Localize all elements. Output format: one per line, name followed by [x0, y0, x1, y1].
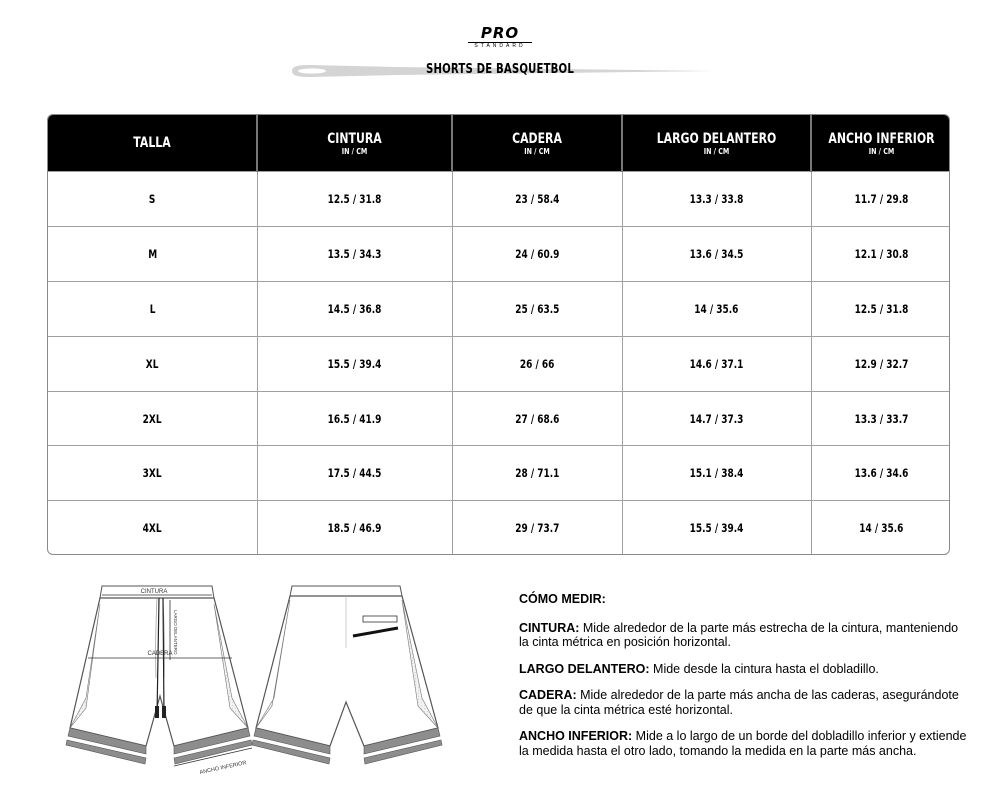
table-row	[48, 172, 950, 227]
guide-item-cintura	[519, 621, 969, 650]
logo-mark: PRO	[480, 24, 520, 42]
column-header-cintura	[257, 115, 452, 172]
column-header-unit: IN / CM	[524, 146, 550, 156]
cadera-cell: 27 / 68.6	[452, 391, 622, 446]
largo-cell: 14 / 35.6	[622, 281, 811, 336]
ancho-cell: 12.9 / 32.7	[811, 336, 950, 391]
guide-term: ANCHO INFERIOR:	[519, 729, 633, 743]
guide-text: Mide alrededor de la parte más estrecha de la cintura, manteniendo la cinta métrica en posición horizontal.	[519, 620, 959, 649]
guide-term: LARGO DELANTERO:	[519, 661, 650, 676]
largo-cell: 15.1 / 38.4	[622, 446, 811, 501]
table-header-row	[48, 115, 950, 172]
ancho-cell: 13.6 / 34.6	[811, 446, 950, 501]
column-header-label: CADERA	[512, 130, 562, 147]
measuring-guide	[519, 592, 969, 770]
largo-cell: 13.6 / 34.5	[622, 226, 811, 281]
guide-term: CINTURA:	[519, 620, 580, 635]
logo-subtext: STANDARD	[468, 42, 532, 50]
table-row	[48, 391, 950, 446]
cadera-cell: 26 / 66	[452, 336, 622, 391]
size-cell: L	[48, 281, 257, 336]
guide-term: CADERA:	[519, 688, 577, 702]
ancho-cell: 12.5 / 31.8	[811, 281, 950, 336]
brand-logo	[464, 26, 536, 52]
column-header-label: LARGO DELANTERO	[656, 130, 777, 147]
column-header-label: TALLA	[133, 135, 171, 151]
column-header-label: ANCHO INFERIOR	[828, 130, 935, 147]
cintura-cell: 16.5 / 41.9	[257, 391, 452, 446]
cadera-cell: 28 / 71.1	[452, 446, 622, 501]
table-row	[48, 446, 950, 501]
column-header-talla	[48, 115, 257, 172]
ancho-diagram-label: ANCHO INFERIOR	[199, 760, 248, 776]
cintura-cell: 15.5 / 39.4	[257, 336, 452, 391]
guide-item-cadera	[519, 688, 969, 717]
cintura-cell: 17.5 / 44.5	[257, 446, 452, 501]
cintura-cell: 14.5 / 36.8	[257, 281, 452, 336]
ancho-cell: 13.3 / 33.7	[811, 391, 950, 446]
ancho-cell: 11.7 / 29.8	[811, 172, 950, 227]
guide-heading: CÓMO MEDIR:	[519, 592, 606, 606]
size-cell: S	[48, 172, 257, 227]
largo-diagram-label: LARGO DELANTERO	[173, 610, 178, 655]
size-cell: 3XL	[48, 446, 257, 501]
cintura-diagram-label: CINTURA	[140, 589, 168, 595]
size-chart-table	[47, 114, 950, 555]
shorts-back-view	[252, 586, 442, 764]
largo-cell: 15.5 / 39.4	[622, 501, 811, 554]
largo-cell: 14.6 / 37.1	[622, 336, 811, 391]
size-cell: 2XL	[48, 391, 257, 446]
guide-text: Mide a lo largo de un borde del dobladillo inferior y extiende la medida hasta el otro lado, tomando la medida en la parte más ancha.	[519, 729, 967, 758]
ancho-cell: 14 / 35.6	[811, 501, 950, 554]
largo-cell: 13.3 / 33.8	[622, 172, 811, 227]
table-row	[48, 501, 950, 554]
shorts-front-view	[66, 586, 252, 776]
size-cell: M	[48, 226, 257, 281]
size-cell: 4XL	[48, 501, 257, 554]
guide-text: Mide alrededor de la parte más ancha de las caderas, asegurándote de que la cinta métrica esté horizontal.	[519, 688, 959, 717]
table-row	[48, 226, 950, 281]
largo-cell: 14.7 / 37.3	[622, 391, 811, 446]
cintura-cell: 13.5 / 34.3	[257, 226, 452, 281]
guide-text: Mide desde la cintura hasta el dobladillo.	[649, 661, 879, 676]
column-header-largo-delantero	[622, 115, 811, 172]
table-row	[48, 281, 950, 336]
column-header-ancho-inferior	[811, 115, 950, 172]
column-header-unit: IN / CM	[341, 146, 368, 156]
guide-item-largo-delantero	[519, 662, 969, 677]
cadera-cell: 29 / 73.7	[452, 501, 622, 554]
cadera-cell: 25 / 63.5	[452, 281, 622, 336]
cadera-cell: 24 / 60.9	[452, 226, 622, 281]
guide-item-ancho-inferior	[519, 729, 969, 758]
shorts-measurement-diagram	[60, 578, 470, 798]
column-header-cadera	[452, 115, 622, 172]
document-title: SHORTS DE BASQUETBOL	[426, 62, 574, 77]
column-header-label: CINTURA	[327, 130, 382, 147]
cintura-cell: 12.5 / 31.8	[257, 172, 452, 227]
cintura-cell: 18.5 / 46.9	[257, 501, 452, 554]
column-header-unit: IN / CM	[868, 146, 895, 156]
table-row	[48, 336, 950, 391]
cadera-cell: 23 / 58.4	[452, 172, 622, 227]
ancho-cell: 12.1 / 30.8	[811, 226, 950, 281]
cadera-diagram-label: CADERA	[147, 651, 173, 657]
column-header-unit: IN / CM	[703, 146, 730, 156]
size-cell: XL	[48, 336, 257, 391]
